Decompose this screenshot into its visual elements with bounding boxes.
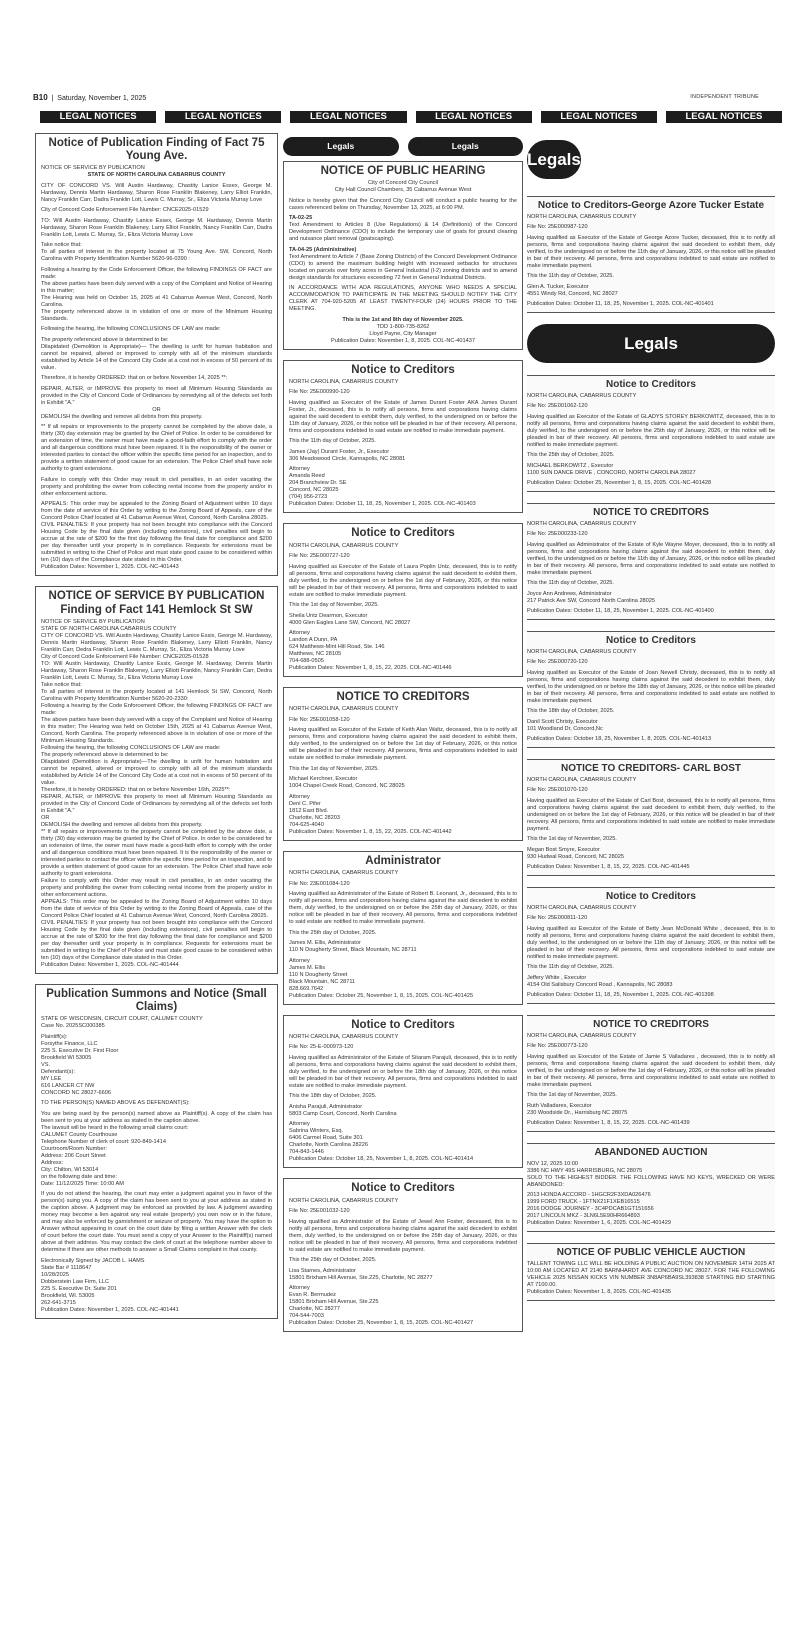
page-number: B10	[33, 92, 48, 102]
notice-title: Notice to Creditors	[351, 527, 455, 540]
legal-notice	[527, 196, 775, 313]
legals-header: Legals	[408, 137, 524, 156]
column-3	[527, 140, 775, 1312]
legals-header-row	[527, 140, 775, 191]
notice-paragraph: City of Concord Code Enforcement File Number: CNCE2025-01529	[41, 207, 209, 214]
notice-paragraph: NORTH CAROLINA, CABARRUS COUNTY	[527, 776, 637, 783]
notice-paragraph: This the 11th day of October, 2025.	[527, 580, 614, 586]
notice-paragraph: Having qualified as Executor of the Estate of Carl Bost, deceased, this is to notify all persons, firms and corporations having claims against the said decedent to exhibit them, duly verified, to the undersigned on or before the 1st day of February, 2026, or this notice will be pleaded in bar of their recovery. All persons, firms and corporations indebted to said estate are notified to make immediate payment.	[527, 797, 775, 832]
legal-notices-banner: LEGAL NOTICES	[541, 111, 657, 123]
notice-paragraph: Joyce Ann Andrews, Administrator 217 Patrick Ave SW, Concord North Carolina 28025	[527, 590, 655, 604]
notice-paragraph: NORTH CAROLINA, CABARRUS COUNTY	[527, 213, 637, 220]
notice-title: Notice to Creditors	[351, 1182, 455, 1195]
notice-paragraph: You are being sued by the person(s) named above as Plaintiff(s). A copy of the claim has been sent to you at your address as stated in the caption above. The lawsuit will be heard in the following small claims court: CALUMET County Courthouse Telephone Number of clerk of court: 920-849-1414 Courtroom/Room Number: Address: 206 Court Street Address: City: Chilton, WI 53014 on the following date and time: Date: 11/12/2025 Time: 10:00 AM	[41, 1110, 272, 1187]
notice-paragraph: City of Concord City Council City Hall Council Chambers, 35 Cabarrus Avenue West	[334, 180, 472, 194]
notice-paragraph: This the 25th day of October, 2025.	[527, 452, 615, 458]
notice-paragraph: NORTH CAROLINA, CABARRUS COUNTY	[527, 520, 637, 527]
notice-paragraph: File No: 25E001058-120	[289, 716, 350, 723]
legal-notice	[527, 631, 775, 748]
notice-paragraph: NORTH CAROLINA, CABARRUS COUNTY	[289, 706, 399, 713]
notice-paragraph: NOTICE OF SERVICE BY PUBLICATION STATE OF NORTH CAROLINA CABARRUS COUNTY CITY OF CONCORD VS. Will Austin Hardaway, Chastity Lanice Essix, George M. Hardaway, Dennis Martin Hardaway, Sharon Rose Franklin Blakeney, Larry Elliott Franklin, Nancy Franklin Carr, Dedra Franklin Lott, Lewis C. Murray, Sr., Eliza Victoria Murray Love City of Concord Code Enforcement File Number: CNCE2025-01528 TO: Will Austin Hardaway, Chastity Lanice Essix, George M. Hardaway, Dennis Martin Hardaway, Sharon Rose Franklin Blakeney, Larry Elliott Franklin, Nancy Franklin Carr, Dedra Franklin Lott, Lewis C. Murray, Sr., Eliza Victoria Murray Love Take notice that: To all parties of interest in the property located at 141 Hemlock St SW, Concord, North Carolina with Property Identification Number 5620-20-2330: Following a hearing by the Code Enforcement Officer, the following FINDINGS OF FACT are made: The above parties have been duly served with a copy of the Complaint and Notice of Hearing in this matter; The Hearing was held on October 15th, 2025 at 41 Cabarrus Avenue West, Concord, North Carolina. The property referenced above is in violation of one or more of the Minimum Housing Standards. Following the hearing, the following CONCLUSIONS OF LAW are made: The property referenced above is determined to be: Dilapidated (Demolition is Appropriate)—The dwelling is unfit for human habitation and cannot be repaired, altered or improved to comply with all of the minimum standards established by Article 14 of the Concord City Code at a cost not in excess of 50 percent of its value. Therefore, it is hereby ORDERED: that on or before November 16th, 2025**: REPAIR, ALTER, or IMPROVE this property to meet all Minimum Housing Standards as provided in the City of Concord Code of Ordinances by remedying all of the defects set forth in Exhibit "A." OR DEMOLISH the dwelling and remove all debris from this property. ** If all repairs or improvements to the property cannot be completed by the above date, a thirty (30) day extension may be granted by the Chief of Police. In order to be considered for an extension of time, the owner must have made a good-faith effort to comply with the order and all dangerous conditions must have been repaired. It is the responsibility of the owner or interested parties to contact the officer within the specific time period for an inspection, and to provide a written statement of good cause for an extension. The Police Chief shall have sole authority to grant extensions. Failure to comply with this Order may result in civil penalties, in an order vacating the property and prohibiting the owner from collecting rental income from the property and/or in other enforcement actions. APPEALS: This order may be appealed to the Zoning Board of Adjustment within 10 days from the date of service of this Order by writing to the Zoning Board of Appeals, care of the Concord Police Chief located at 41 Cabarrus Avenue West, Concord, North Carolina 28025. CIVIL PENALTIES: If your property has not been brought into compliance with the Concord Housing Code by the final date given (including extensions), civil penalties will begin to accrue at the rate of $200 for the first day following the final date for compliance and $200 per day thereafter until your property is in compliance. Requests for extensions must be submitted in writing to the Chief of Police and must state good cause to be considered within ten (10) days of the Compliance date stated in this Order. Publication Dates: November 1, 2025. COL-NC-401444	[41, 618, 272, 968]
notice-paragraph: This the 1st day of November, 2025.	[289, 765, 379, 772]
notice-title: Publication Summons and Notice (Small Claims)	[46, 987, 267, 1014]
notice-paragraph: Michael Kerchner, Executor 1004 Chapel Creek Road, Concord, NC 28025	[289, 776, 405, 790]
notice-paragraph: Publication Dates: October 25, November 1, 8, 15, 2025. COL-NC-401428	[527, 480, 712, 486]
notice-paragraph: This the 25th day of October, 2025.	[289, 929, 377, 936]
notice-paragraph: Megan Bost Smyre, Executor 930 Hudwal Road, Concord, NC 28025	[527, 846, 625, 860]
notice-title: NOTICE TO CREDITORS	[336, 691, 470, 704]
notice-paragraph: If you do not attend the hearing, the court may enter a judgment against you in favor of the person(s) suing you. A copy of the claim has been sent to you at your address as stated in the caption above. A judgment may be enforced as provided by law. A judgment awarding money may become a lien against any real estate (property) you own now or in the future, and may also be enforced by garnishment or seizure of property. You may have the option to Answer without appearing in court on the court date by filing a written Answer with the clerk of court before the court date. You must send a copy of your Answer to the Plaintiff(s) named above at their address. You may contact the clerk of court at the telephone number above to determine if there are other methods to answer a Small Claims complaint in that county.	[41, 1191, 272, 1254]
notice-paragraph: Having qualified as Executor of the Estate of James Durant Foster AKA James Durant Foster, Jr., deceased, this is to notify all persons, firms and corporations having claims against the said decedent to exhibit them, duly verified, to the undersigned on or before the 11th day of January, 2026, or this notice will be pleaded in bar of their recovery. All persons, firms and corporations indebted to said estate are notified to make immediate payment.	[289, 399, 517, 434]
notice-title: NOTICE TO CREDITORS	[593, 1019, 709, 1030]
legal-notice	[527, 1243, 775, 1301]
notice-paragraph: Electronically Signed by JACOB L. HAMS State Bar # 1118647 10/28/2025 Dobberstein Law Firm, LLC 225 S. Executive Dr. Suite 201 Brookfield, WI. 53005 262-641-3715 Publication Dates: November 1, 2025. COL-NC-401441	[41, 1257, 179, 1313]
notice-paragraph: File No: 25E000727-120	[289, 553, 350, 560]
notice-paragraph: Having qualified as Administrator of the Estate of Jewel Ann Foster, deceased, this is to notify all persons, firms and corporations having claims against the said decedent to exhibit them, duly verified, to the undersigned on or before the 25th day of January, 2026, or this notice will be pleaded in bar of their recovery. All persons, firms and corporations indebted to said estate are notified to make immediate payment.	[289, 1218, 517, 1253]
notice-paragraph: NORTH CAROLINA, CABARRUS COUNTY	[289, 378, 399, 385]
notice-paragraph: File No: 23E001084-120	[289, 880, 350, 887]
notice-paragraph: Attorney Landon A Dunn, PA 624 Matthews-Mint Hill Road, Ste. 146 Matthews, NC 28105 704-688-0505 Publication Dates: November 1, 8, 15, 22, 2025. COL-NC-401446	[289, 630, 452, 672]
notice-paragraph: Glen A. Tucker, Executor 4551 Windy Rd, Concord, NC 28027	[527, 283, 618, 297]
notice-title: Notice to Creditors	[605, 635, 696, 646]
notice-paragraph: Attorney Amanda Reed 204 Branchview Dr. SE Concord, NC 28025 (704) 956-2723 Publication Dates: October 11, 18, 25, November 1, 2025. COL-NC-401403	[289, 466, 476, 508]
notice-title: NOTICE TO CREDITORS	[593, 507, 709, 518]
notice-title: Administrator	[365, 854, 441, 867]
legal-notices-banner: LEGAL NOTICES	[165, 111, 281, 123]
notice-paragraph: Attorney Sabrina Winters, Esq. 6406 Carmel Road, Suite 301 Charlotte, North Carolina 28226 704-843-1446 Publication Dates: October 18, 25, November 1, 8, 2025. COL-NC-401414	[289, 1121, 474, 1163]
legal-notice	[283, 360, 523, 514]
notice-paragraph: Therefore, it is hereby ORDERED: that on or before November 14, 2025 **:	[41, 375, 228, 382]
notice-paragraph: Following the hearing, the following CONCLUSIONS OF LAW are made:	[41, 326, 221, 333]
legal-notice	[283, 1015, 523, 1169]
legal-notice	[283, 851, 523, 1005]
notice-paragraph: Publication Dates: October 18, 25, November 1, 8, 2025. COL-NC-401413	[527, 736, 712, 742]
notice-title: Notice to Creditors	[351, 1018, 455, 1031]
notice-paragraph: Having qualified as Administrator of the Estate of Sitaram Parajuli, deceased, this is to notify all persons, firms and corporations having claims against the said decedent to exhibit them, duly verified, to the undersigned on or before the 18th day of January, 2026, or this notice will be pleaded in bar of their recovery. All persons, firms and corporations indebted to said estate are notified to make immediate payment.	[289, 1054, 517, 1089]
notice-paragraph: TDD 1-800-735-8262 Lloyd Payne, City Manager Publication Dates: November 1, 8, 2025. COL-NC-401437	[331, 323, 475, 344]
legal-notice	[35, 133, 278, 576]
notice-title: ABANDONED AUCTION	[594, 1147, 708, 1158]
notice-paragraph: ** If all repairs or improvements to the property cannot be completed by the above date, a thirty (30) day extension may be granted by the Chief of Police. In order to be considered for an extension of time, the owner must have made a good-faith effort to comply with the order and all dangerous conditions must have been repaired. It is the responsibility of the owner or interested parties to contact the officer within the specific time period for an inspection, and to provide a written statement of good cause for an extension. The Police Chief shall have sole authority to grant extensions.	[41, 424, 272, 473]
notice-title: Notice to Creditors	[605, 379, 696, 390]
notice-paragraph: James (Jay) Durant Foster, Jr., Executor 306 Meadowood Circle, Kannapolis, NC 28081	[289, 448, 406, 462]
notice-paragraph: NORTH CAROLINA, CABARRUS COUNTY	[527, 904, 637, 911]
legal-notice	[527, 1143, 775, 1232]
notice-paragraph: File No: 25E001062-120	[527, 403, 588, 409]
notice-paragraph: Publication Dates: October 11, 18, 25, November 1, 2025. COL-NC-401398	[527, 992, 714, 998]
notice-paragraph: TA-04-25 (Administrative)	[289, 246, 357, 253]
notice-paragraph: This the 18th day of October, 2025.	[527, 708, 615, 714]
notice-title: NOTICE OF PUBLIC HEARING	[320, 165, 486, 177]
notice-title: Notice to Creditors	[351, 363, 455, 376]
notice-paragraph: CITY OF CONCORD VS. Will Austin Hardaway, Chastity Lanice Essex, George M. Hardaway, Dennis Martin Hardaway, Sharon Rose Franklin Blakeney, Larry Elliot Franklin, Nancy Franklin Carr, Dadra Franklin Lott, Lewis C. Murray, Sr., Eliza Victoria Murray Love	[41, 182, 272, 203]
publication-name: INDEPENDENT TRIBUNE	[690, 94, 759, 100]
legal-notice	[527, 1015, 775, 1132]
notice-paragraph: Lisa Starnes, Administrator 15801 Brixham Hill Avenue, Ste.225, Charlotte, NC 28277	[289, 1267, 433, 1281]
notice-paragraph: File No: 25E000811-120	[527, 915, 588, 921]
notice-paragraph: TO: Will Austin Hardaway, Chastity Lanice Essex, George M. Hardaway, Dennis Martin Hardaway, Sharon Rose Franklin Blakeney, Larry Elliot Franklin, Nancy Franklin Carr, Dadra Franklin Lott, Lewis C. Murray, Sr., Eliza Victoria Murray Love	[41, 217, 272, 238]
notice-paragraph: Publication Dates: November 1, 8, 15, 22, 2025. COL-NC-401439	[527, 1120, 690, 1126]
legal-notice	[283, 687, 523, 841]
notice-paragraph: OR	[152, 406, 161, 413]
notice-paragraph: Publication Dates: October 11, 18, 25, November 1, 2025. COL-NC-401400	[527, 608, 714, 614]
notice-paragraph: File No: 25E000720-120	[527, 659, 588, 665]
legals-header-row	[283, 137, 523, 156]
notice-paragraph: Notice is hereby given that the Concord City Council will conduct a public hearing for the cases referenced below on Thursday, November 13, 2025, at 6:00 PM.	[289, 197, 517, 211]
notice-paragraph: NORTH CAROLINA, CABARRUS COUNTY	[527, 648, 637, 655]
notice-paragraph: Attorney Deni C. Pifer 1812 East Blvd. Charlotte, NC 28203 704-625-4040 Publication Dates: November 1, 8, 15, 22, 2025. COL-NC-401442	[289, 793, 452, 835]
notice-paragraph: Text Amendment to Article 7 (Base Zoning Districts) of the Concord Development Ordinance (CDO) to amend the maximum building height with increased setbacks for structures located on parcels over forty acres in General Industrial (I-2) zoning districts and to amend design standards for structures exceeding 72 feet in General Industrial Districts.	[289, 253, 517, 281]
legals-header: Legals	[527, 324, 775, 363]
notice-paragraph: Having qualified as Administrator of the Estate of Robert B. Leonard, Jr., deceased, this is to notify all persons, firms and corporations having claims against the said decedent to exhibit them, duly verified, to the undersigned on or before the 25th day of January, 2026, or this notice will be pleaded in bar of their recovery. All persons, firms and corporations indebted to said estate are notified to make immediate payment.	[289, 891, 517, 926]
notice-paragraph: James M. Ellis, Administrator 110 N Dougherty Street, Black Mountain, NC 28711	[289, 940, 417, 954]
notice-paragraph: File No: 25E000990-120	[289, 389, 350, 396]
legals-header: Legals	[283, 137, 399, 156]
notice-paragraph: MICHAEL BERKOWITZ , Executor 1100 SUN DANCE DRIVE , CONCORD, NORTH CAROLINA 28027	[527, 462, 696, 476]
notice-paragraph: NOV 12, 2025 10:00 3386 NC HWY 49S HARRISBURG, NC 28075 SOLD TO THE HIGHEST BIDDER. THE FOLLOWING HAVE NO KEYS, WRECKED OR WERE ABANDONED:	[527, 1160, 775, 1188]
notice-paragraph: Having qualified as Executor of the Estate of Betty Jean McDonald White , deceased, this is to notify all persons, firms and corporations having claims against the said decedent to exhibit them, duly verified, to the undersigned on or before the 11th day of January, 2026, or this notice will be pleaded in bar of their recovery. All persons, firms and corporations indebted to said estate are notified to make immediate payment.	[527, 925, 775, 960]
notice-title: Notice to Creditors	[605, 891, 696, 902]
notice-paragraph: Having qualified as Executor of the Estate of Laura Poplin Untz, deceased, this is to notify all persons, firms and corporations having claims against the said decedent to exhibit them, duly verified, to the undersigned on or before the 1st day of February, 2026, or this notice will be pleaded in bar of their recovery. All persons, firms and corporations indebted to said estate are notified to make immediate payment.	[289, 563, 517, 598]
legal-notices-banner: LEGAL NOTICES	[666, 111, 782, 123]
notice-paragraph: Following a hearing by the Code Enforcement Officer, the following FINDINGS OF FACT are made: The above parties have been duly served with a copy of the Complaint and Notice of Hearing in this matter; The Hearing was held on October 15, 2025 at 41 Cabarrus Avenue West, Concord, North Carolina. The property referenced above is in violation of one or more of the Minimum Housing Standards.	[41, 266, 272, 322]
notice-paragraph: Publication Dates: October 11, 18, 25, November 1, 2025. COL-NC-401401	[527, 301, 714, 307]
notice-paragraph: This the 1st day of November, 2025.	[527, 836, 617, 842]
notice-title: NOTICE OF PUBLIC VEHICLE AUCTION	[556, 1247, 746, 1258]
page-header	[33, 91, 759, 103]
notice-paragraph: Plaintiff(s): Forsythe Finance, LLC 225 S. Executive Dr. First Floor Brookfield WI 53005 VS. Defendant(s): MY LEE 616 LANCER CT NW CONCORD NC 28027-6606	[41, 1033, 119, 1096]
notice-paragraph: STATE OF WISCONSIN, CIRCUIT COURT, CALUMET COUNTY Case No. 2025SC000385	[41, 1016, 203, 1030]
legal-notices-banner: LEGAL NOTICES	[40, 111, 156, 123]
notice-paragraph: This the 18th day of October, 2025.	[289, 1093, 377, 1100]
notice-paragraph: This the 1st day of November, 2025.	[527, 1092, 617, 1098]
notice-paragraph: Attorney Evan R. Bermudez 15801 Brixham Hill Avenue, Ste.225 Charlotte, NC 28277 704-544-7003 Publication Dates: October 25, November 1, 8, 15, 2025. COL-NC-401427	[289, 1285, 474, 1327]
notice-paragraph: REPAIR, ALTER, or IMPROVE this property to meet all Minimum Housing Standards as provided in the City of Concord Code of Ordinances by remedying all of the defects set forth in Exhibit "A."	[41, 385, 272, 406]
notice-paragraph: This the 11th day of October, 2025.	[527, 964, 614, 970]
legal-notice	[283, 1178, 523, 1332]
notice-paragraph: TA-02-25	[289, 215, 313, 222]
notice-paragraph: Attorney James M. Ellis 110 N Dougherty Street Black Mountain, NC 28711 828.669.7642 Publication Dates: October 25, November 1, 8, 15, 2025. COL-NC-401425	[289, 957, 474, 999]
legal-notices-banner: LEGAL NOTICES	[416, 111, 532, 123]
legal-notice	[35, 984, 278, 1319]
notice-paragraph: Publication Dates: November 1, 8, 15, 22, 2025. COL-NC-401445	[527, 864, 690, 870]
notice-paragraph: File No: 25E000773-120	[527, 1043, 588, 1049]
notice-paragraph: 2013 HONDA ACCORD - 1HGCR2F3XDA026476 1999 FORD TRUCK - 1FTNX21F1XEB16515 2016 DODGE JOURNEY - 3C4PDCAB1GT151656 2017 LINCOLN MKZ - 3LN6L5E90HR664893 Publication Dates: November 1, 6, 2025. COL-NC-401429	[527, 1192, 671, 1226]
notice-paragraph: TO THE PERSON(S) NAMED ABOVE AS DEFENDANT(S):	[41, 1100, 190, 1107]
page-folio	[33, 93, 146, 102]
notice-paragraph: File No: 25E001032-120	[289, 1208, 350, 1215]
notice-paragraph: APPEALS: This order may be appealed to the Zoning Board of Adjustment within 10 days from the date of service of this Order by writing to the Zoning Board of Appeals, care of the Concord Police Chief located at 41 Cabarrus Avenue West, Concord, North Carolina 28025. CIVIL PENALTIES: If your property has not been brought into compliance with the Concord Housing Code by the final date given (including extensions), civil penalties will begin to accrue at the rate of $200 for the first day following the final date for compliance and $200 per day thereafter until your property is in compliance. Requests for extensions must be submitted in writing to the Chief of Police and must state good cause to be considered within ten (10) days of the Compliance date stated in this Order. Publication Dates: November 1, 2025. COL-NC-401443	[41, 501, 272, 571]
notice-paragraph: File No: 25E000233-120	[527, 531, 588, 537]
notice-title: NOTICE TO CREDITORS- CARL BOST	[560, 763, 741, 774]
legal-notice	[527, 375, 775, 492]
notice-paragraph: Having qualified as Administrator of the Estate of Kyle Wayne Moyer, deceased, this is to notify all persons, firms and corporations having claims against the said decedent to exhibit them, duly verified, to the undersigned on or before the 11th day of January, 2026, or this notice will be pleaded in bar of their recovery. All persons, firms and corporations indebted to said estate are notified to make immediate payment.	[527, 541, 775, 576]
legal-notice	[35, 586, 278, 973]
notice-title: Notice to Creditors-George Azore Tucker Estate	[537, 200, 765, 211]
notice-paragraph: This the 11th day of October, 2025.	[289, 438, 376, 445]
issue-date: Saturday, November 1, 2025	[57, 94, 147, 102]
notice-paragraph: Danil Scott Christy, Executor 101 Woodland Dr, Concord,Nc	[527, 718, 603, 732]
section-banners	[40, 111, 782, 123]
notice-paragraph: This is the 1st and 8th day of November 2025.	[342, 316, 464, 323]
notice-paragraph: STATE OF NORTH CAROLINA CABARRUS COUNTY	[87, 172, 226, 179]
notice-paragraph: NOTICE OF SERVICE BY PUBLICATION	[41, 165, 145, 172]
notice-paragraph: The property referenced above is determined to be: Dilapidated (Demolition is Appropriate)— The dwelling is unfit for human habitation and cannot be repaired, altered or improved to comply with all of the minimum standards established by Article 14 of the Concord City Code at a cost not in excess of 50 percent of its value.	[41, 336, 272, 371]
folio-separator: |	[49, 94, 58, 102]
notice-paragraph: Anisha Parajuli, Administrator 5803 Camp Court, Concord, North Carolina	[289, 1103, 397, 1117]
notice-paragraph: This the 11th day of October, 2025.	[527, 273, 614, 279]
legal-notice	[283, 161, 523, 350]
notice-paragraph: This the 1st day of November, 2025.	[289, 602, 379, 609]
legal-notice	[527, 503, 775, 620]
notice-paragraph: NORTH CAROLINA, CABARRUS COUNTY	[289, 1197, 399, 1204]
notice-paragraph: DEMOLISH the dwelling and remove all debris from this property.	[41, 413, 203, 420]
legal-notice	[527, 759, 775, 876]
notice-paragraph: Having qualified as Executor of the Estate of George Azore Tucker, deceased, this is to notify all persons, firms and corporations having claims against the said decedent to exhibit them, duly verified, to the undersigned on or before the 11th day of January, 2026, or this notice will be pleaded in bar of their recovery. All persons, firms and corporations indebted to said estate are notified to make immediate payment.	[527, 234, 775, 269]
notice-paragraph: Text Amendment to Articles 8 (Use Regulations) & 14 (Definitions) of the Concord Development Ordinance (CDO) to include the temporary use of goats for ground clearing and nuisance plant removal (goatscaping).	[289, 222, 517, 243]
notice-paragraph: Having qualified as Executor of the Estate of Keith Alan Waltz, deceased, this is to notify all persons, firms and corporations having claims against the said decedent to exhibit them, duly verified, to the undersigned on or before the 1st day of February, 2026, or this notice will be pleaded in bar of their recovery. All persons, firms and corporations indebted to said estate are notified to make immediate payment.	[289, 727, 517, 762]
notice-paragraph: NORTH CAROLINA, CABARRUS COUNTY	[527, 1032, 637, 1039]
notice-paragraph: IN ACCORDANCE WITH ADA REGULATIONS, ANYONE WHO NEEDS A SPECIAL ACCOMMODATION TO PARTICIPATE IN THE MEETING SHOULD NOTIFY THE CITY CLERK AT 704-920-5205 AT LEAST TWENTY-FOUR (24) HOURS PRIOR TO THE MEETING.	[289, 285, 517, 313]
legals-header: Legals	[527, 140, 581, 179]
notice-paragraph: File No: 25-E-000973-120	[289, 1044, 354, 1051]
notice-title: Notice of Publication Finding of Fact 75 Young Ave.	[48, 137, 265, 163]
notice-paragraph: NORTH CAROLINA, CABARRUS COUNTY	[289, 870, 399, 877]
notice-paragraph: NORTH CAROLINA, CABARRUS COUNTY	[289, 1033, 399, 1040]
notice-paragraph: Having qualified as Executor of the Estate of Joan Newell Christy, deceased, this is to notify all persons, firms and corporations having claims against the said decedent to exhibit them, duly verified, to the undersigned on or before the 18th day of January, 2026, or this notice will be pleaded in bar of their recovery. All persons, firms and corporations indebted to said estate are notified to make immediate payment.	[527, 669, 775, 704]
notice-paragraph: Failure to comply with this Order may result in civil penalties, in an order vacating the property and prohibiting the owner from collecting rental income from the property and/or in other enforcement actions.	[41, 476, 272, 497]
notice-paragraph: NORTH CAROLINA, CABARRUS COUNTY	[289, 542, 399, 549]
notice-paragraph: Having qualified as Executor of the Estate of GLADYS STOREY BERKOWITZ, deceased, this is to notify all persons, firms and corporations having claims against the said decedent to exhibit them, duly verified, to the undersigned on or before the 25th day of January, 2026, or this notice will be pleaded in bar of their recovery. All persons, firms and corporations indebted to said estate are notified to make immediate payment.	[527, 413, 775, 448]
notice-paragraph: Having qualified as Executor of the Estate of Jamie S Valladares , deceased, this is to notify all persons, firms and corporations having claims against the said decedent to exhibit them, duly verified, to the undersigned on or before the 1st day of February, 2026, or this notice will be pleaded in bar of their recovery. All persons, firms and corporations indebted to said estate are notified to make immediate payment.	[527, 1053, 775, 1088]
notice-paragraph: Jeffery White , Executor 4154 Old Salisbury Concord Road , Kannapolis, NC 28083	[527, 974, 673, 988]
notice-paragraph: Take notice that: To all parties of interest in the property located at 75 Young Ave. SW, Concord, North Carolina with Property Identification Number 5620-96-0390 :	[41, 242, 272, 263]
legal-notice	[527, 887, 775, 1004]
column-2	[283, 137, 523, 1342]
notice-paragraph: Ruth Valladares, Executor 230 Woodside Dr., Harrisburg NC 28075	[527, 1102, 628, 1116]
notice-paragraph: File No: 25E001070-120	[527, 787, 588, 793]
notice-paragraph: File No: 25E000987-120	[527, 224, 588, 230]
notice-paragraph: NORTH CAROLINA, CABARRUS COUNTY	[527, 392, 637, 399]
legal-notice	[283, 523, 523, 677]
notice-paragraph: Sheila Untz Dearmon, Executor 4000 Glen Eagles Lane SW, Concord, NC 28027	[289, 612, 411, 626]
column-1	[35, 133, 278, 1329]
notice-title: NOTICE OF SERVICE BY PUBLICATION Finding of Fact 141 Hemlock St SW	[48, 590, 265, 616]
legal-notices-banner: LEGAL NOTICES	[290, 111, 406, 123]
notice-paragraph: TALLENT TOWING LLC WILL BE HOLDING A PUBLIC AUCTION ON NOVEMBER 14TH 2025 AT 10:00 AM LOCATED AT 2140 BARNHARDT AVE CONCORD NC 28027. FOR THE FOLLOWING VEHICLE 2025 NISSAN KICKS VIN NUMBER 3N8AP6BA9SL393838 STARTING BID STARTING AT 7100.00. Publication Dates: November 1, 8, 2025. COL-NC-401435	[527, 1260, 775, 1295]
notice-paragraph: This the 25th day of October, 2025.	[289, 1257, 377, 1264]
